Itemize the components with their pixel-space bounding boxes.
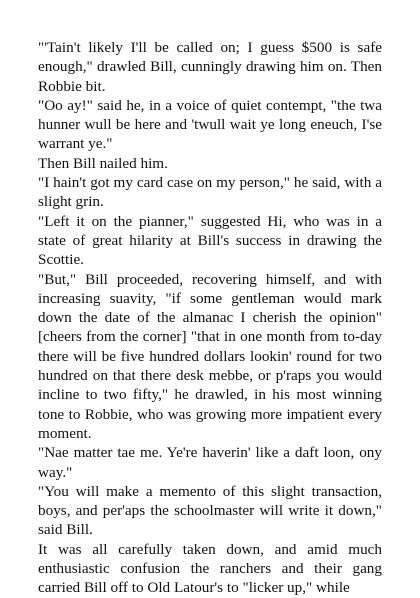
book-page-text [38, 38, 382, 598]
paragraph: Then Bill nailed him. [38, 154, 168, 172]
paragraph: "Oo ay!" said he, in a voice of quiet contempt, "the twa hunner wull be here and 'twull wait ye long eneuch, I'se warrant ye." [38, 96, 382, 153]
paragraph: "I hain't got my card case on my person," he said, with a slight grin. [38, 174, 382, 211]
paragraph: "But," Bill proceeded, recovering himself, and with increasing suavity, "if some gentleman would mark down the date of the almanac I cherish the opinion" [cheers from the corner] "that in one month from to-day there will be five hundred dollars lookin' round for two hundred on that there desk mebbe, or p'raps you would incline to two fifty," he drawled, in his most winning tone to Robbie, who was growing more impatient every moment. [38, 270, 382, 442]
paragraph: It was all carefully taken down, and amid much enthusiastic confusion the ranchers and their gang carried Bill off to Old Latour's to "licker up," while [38, 540, 382, 597]
paragraph: "Left it on the pianner," suggested Hi, who was in a state of great hilarity at Bill's success in drawing the Scottie. [38, 212, 382, 269]
paragraph: "'Tain't likely I'll be called on; I guess $500 is safe enough," drawled Bill, cunningly drawing him on. Then Robbie bit. [38, 39, 382, 95]
paragraph: "You will make a memento of this slight transaction, boys, and per'aps the schoolmaster will write it down," said Bill. [38, 482, 382, 539]
paragraph: "Nae matter tae me. Ye're haverin' like a daft loon, ony way." [38, 444, 382, 481]
